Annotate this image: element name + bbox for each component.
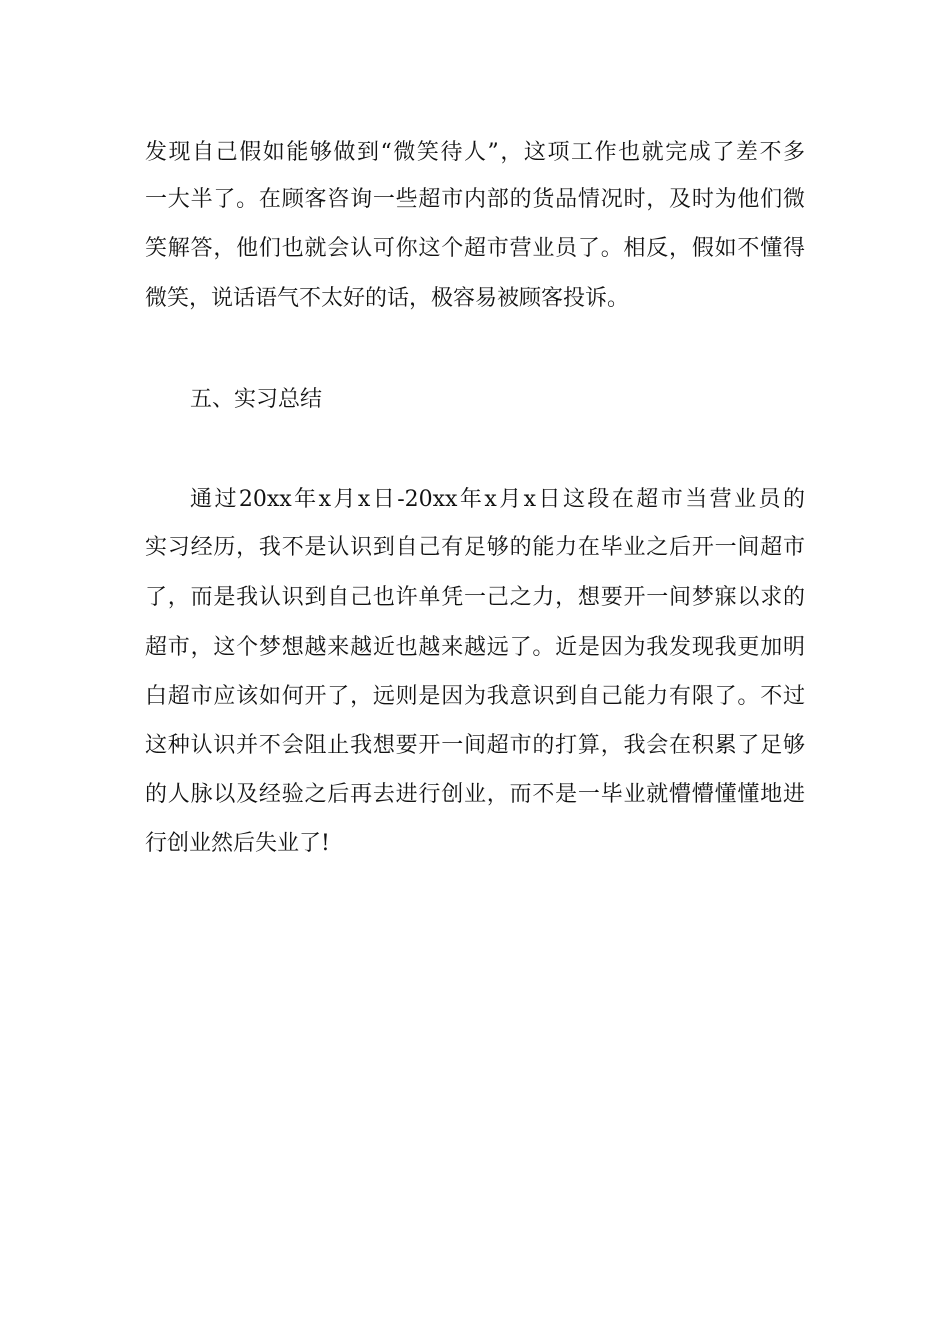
paragraph-2-line-1: 通过20xx年x月x日-20xx年x月x日这段在超市当营业员的 bbox=[190, 487, 805, 512]
paragraph-1-line-2: 一大半了。在顾客咨询一些超市内部的货品情况时，及时为他们微 bbox=[145, 187, 805, 212]
paragraph-2-line-5: 白超市应该如何开了，远则是因为我意识到自己能力有限了。不过 bbox=[145, 684, 805, 709]
paragraph-2-line-7: 的人脉以及经验之后再去进行创业，而不是一毕业就懵懵懂懂地进 bbox=[145, 782, 805, 807]
paragraph-1-line-3: 笑解答，他们也就会认可你这个超市营业员了。相反，假如不懂得 bbox=[145, 236, 805, 261]
paragraph-2-line-8: 行创业然后失业了! bbox=[145, 831, 330, 856]
paragraph-2-line-3: 了，而是我认识到自己也许单凭一己之力，想要开一间梦寐以求的 bbox=[145, 585, 805, 610]
paragraph-1-line-4: 微笑，说话语气不太好的话，极容易被顾客投诉。 bbox=[145, 286, 630, 311]
paragraph-2-line-2: 实习经历，我不是认识到自己有足够的能力在毕业之后开一间超市 bbox=[145, 535, 805, 560]
paragraph-2-line-4: 超市，这个梦想越来越近也越来越远了。近是因为我发现我更加明 bbox=[145, 635, 805, 660]
paragraph-2-line-6: 这种认识并不会阻止我想要开一间超市的打算，我会在积累了足够 bbox=[145, 733, 805, 758]
section-heading: 五、实习总结 bbox=[190, 387, 323, 412]
paragraph-1-line-1: 发现自己假如能够做到“微笑待人”，这项工作也就完成了差不多 bbox=[145, 140, 805, 165]
